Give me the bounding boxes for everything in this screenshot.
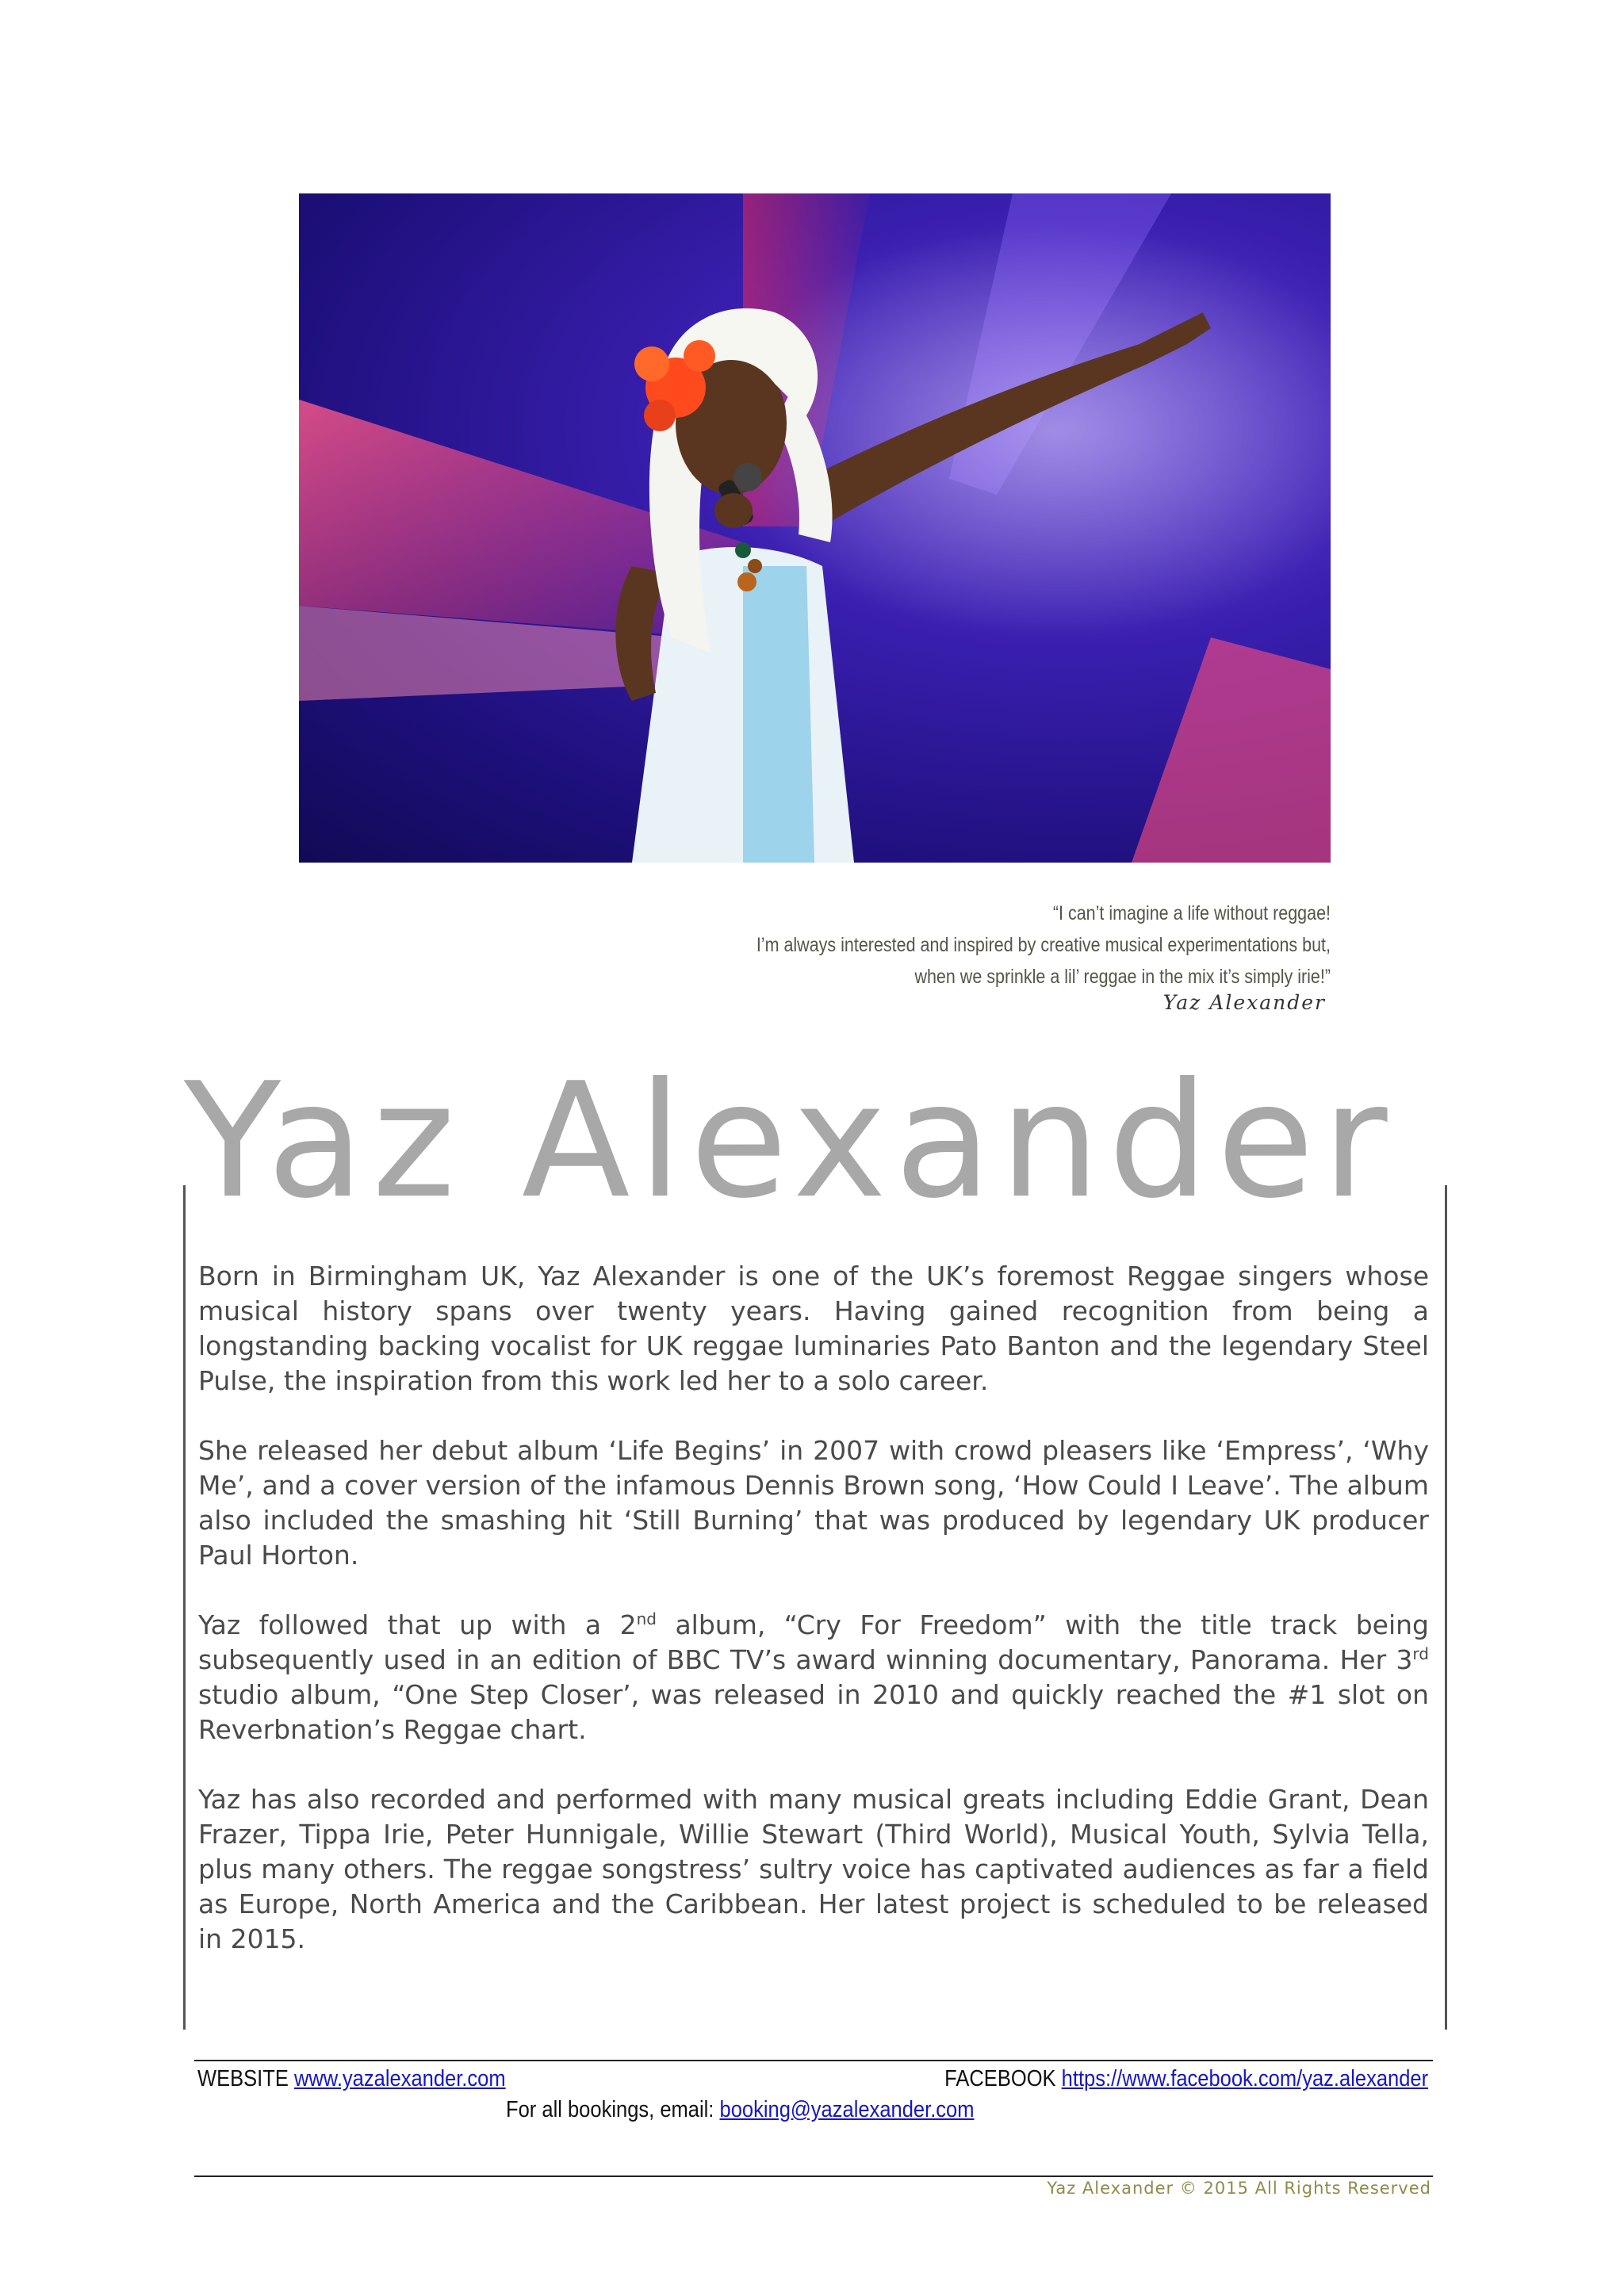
bookings-label: For all bookings, email:	[506, 2097, 720, 2122]
bio-paragraph-4: Yaz has also recorded and performed with many musical greats including Eddie Grant, Dean Frazer, Tippa Irie, Peter Hunnigale, Willie Stewart (Third World), Musical Youth, Sylvia Tella, plus many others. The reggae songstress’ sultry voice has captivated audiences as far a field as Europe, North America and the Caribbean. Her latest project is scheduled to be released in 2015.	[198, 1784, 1429, 1954]
quote-author: Yaz Alexander	[1162, 991, 1326, 1014]
biography	[198, 1259, 1429, 1957]
bio-p3-sup-rd: rd	[1412, 1644, 1429, 1663]
bio-paragraph-1: Born in Birmingham UK, Yaz Alexander is one of the UK’s foremost Reggae singers whose musical history spans over twenty years. Having gained recognition from being a longstanding backing vocalist for UK reggae luminaries Pato Banton and the legendary Steel Pulse, the inspiration from this work led her to a solo career.	[198, 1261, 1429, 1396]
bio-paragraph-3	[198, 1608, 1429, 1747]
performance-photo	[299, 193, 1331, 863]
website-label: WEBSITE	[197, 2066, 294, 2091]
quote-line-3: when we sprinkle a lil’ reggae in the mix it’s simply irie!”	[914, 966, 1331, 988]
website-link[interactable]: www.yazalexander.com	[293, 2066, 506, 2091]
copyright-notice: Yaz Alexander © 2015 All Rights Reserved	[1047, 2179, 1431, 2198]
footer-rule	[194, 2175, 1433, 2177]
bio-p3-part-b: album, “Cry For Freedom” with the title track being subsequently used in an edition of BBC TV’s award winning documentary, Panorama. Her 3	[198, 1609, 1429, 1675]
artist-name-heading: Yaz Alexander	[184, 1049, 1396, 1234]
artist-quote	[649, 897, 1331, 993]
bookings-line	[506, 2097, 974, 2123]
facebook-link[interactable]: https://www.facebook.com/yaz.alexander	[1061, 2066, 1428, 2091]
quote-line-2: I’m always interested and inspired by creative musical experimentations but,	[756, 934, 1331, 956]
quote-line-1: “I can’t imagine a life without reggae!	[1052, 902, 1331, 924]
bio-paragraph-2: She released her debut album ‘Life Begins’ in 2007 with crowd pleasers like ‘Empress’, ‘Why Me’, and a cover version of the infamous Dennis Brown song, ‘How Could I Leave’. The album also included the smashing hit ‘Still Burning’ that was produced by legendary UK producer Paul Horton.	[198, 1435, 1429, 1571]
bio-p3-sup-nd: nd	[636, 1609, 657, 1628]
bookings-email-link[interactable]: booking@yazalexander.com	[719, 2097, 975, 2122]
facebook-label: FACEBOOK	[944, 2066, 1062, 2091]
website-line	[197, 2066, 506, 2092]
contact-top-rule	[194, 2060, 1433, 2061]
bio-p3-part-c: studio album, “One Step Closer’, was released in 2010 and quickly reached the #1 slot on Reverbnation’s Reggae chart.	[198, 1679, 1429, 1745]
facebook-line	[944, 2066, 1428, 2092]
singer-on-stage-illustration	[299, 193, 1331, 863]
bio-p3-part-a: Yaz followed that up with a 2	[198, 1609, 637, 1640]
